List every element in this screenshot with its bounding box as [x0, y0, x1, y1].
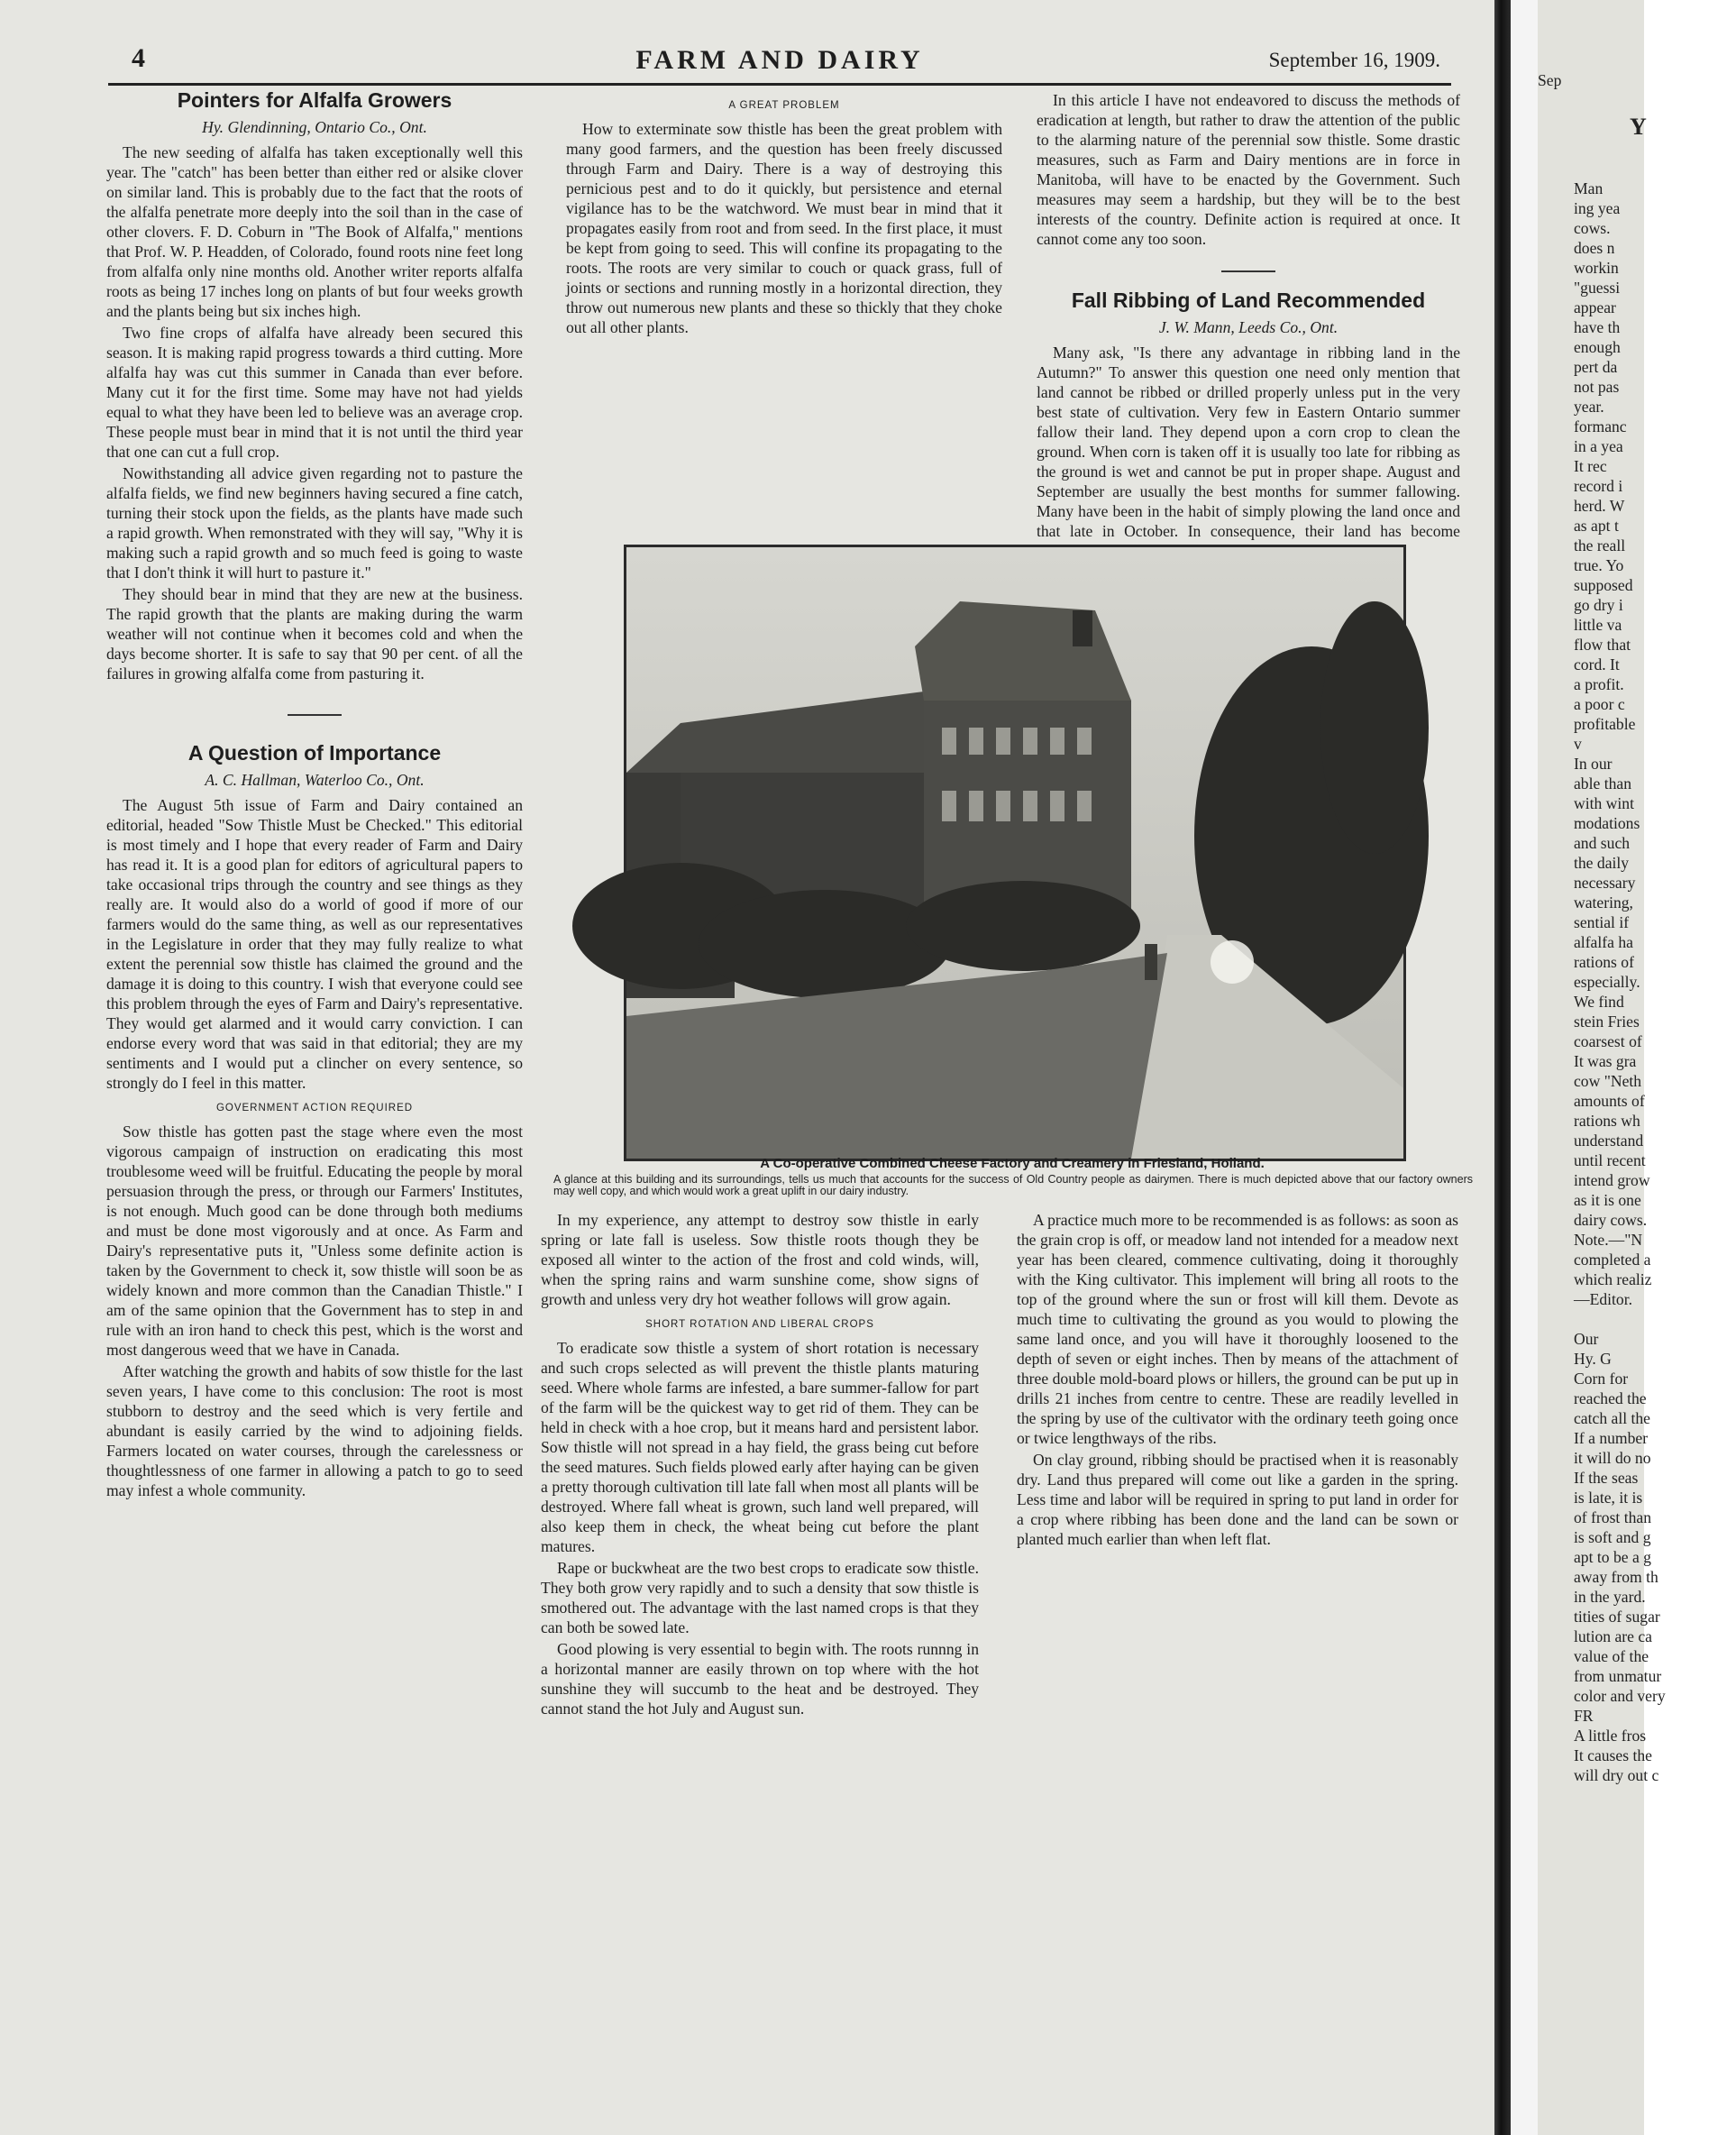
adjacent-page-line: Note.—"N	[1574, 1231, 1643, 1249]
adjacent-page-line: It rec	[1574, 457, 1607, 475]
adjacent-page-line: the daily	[1574, 854, 1630, 872]
page-number: 4	[132, 43, 145, 73]
article-title: Fall Ribbing of Land Recommended	[1071, 289, 1426, 312]
adjacent-page-line: until recent	[1574, 1151, 1646, 1169]
adjacent-page-line: intend grow	[1574, 1171, 1650, 1189]
section-divider	[288, 714, 342, 716]
adjacent-page-line: cord. It	[1574, 655, 1620, 673]
adjacent-page-line	[1574, 1309, 1680, 1329]
article-title: Pointers for Alfalfa Growers	[177, 88, 452, 112]
adjacent-page-line: ing yea	[1574, 199, 1621, 217]
adjacent-page-line: necessary	[1574, 874, 1636, 892]
adjacent-page-header: Sep	[1538, 71, 1562, 89]
adjacent-page-line: does n	[1574, 239, 1615, 257]
photograph-cheese-factory	[624, 545, 1406, 1161]
column-2-top	[566, 90, 1002, 339]
adjacent-page-line: not pas	[1574, 378, 1620, 396]
adjacent-page-line: Hy. G	[1574, 1350, 1612, 1368]
adjacent-page-line: FR	[1574, 1707, 1594, 1725]
adjacent-page-line: formanc	[1574, 417, 1627, 435]
subheading: GOVERNMENT ACTION REQUIRED	[215, 1103, 414, 1113]
photo-caption-text: A glance at this building and its surroundings, tells us much that accounts for the success of Old Country people as dairymen. There is much depicted above that our factory owners may well copy, and which would work a great uplift in our dairy industry.	[553, 1173, 1473, 1197]
adjacent-page-line: value of the	[1574, 1647, 1649, 1665]
adjacent-page-line: It was gra	[1574, 1052, 1637, 1070]
adjacent-page-line: will dry out c	[1574, 1766, 1659, 1784]
paragraph: The new seeding of alfalfa has taken exceptionally well this year. The "catch" has been better than either red or alsike clover on similar land. This is probably due to the fact that the roots of the alfalfa penetrate more deeply into the soil than in the case of other clovers. F. D. Coburn in "The Book of Alfalfa," mentions that Prof. W. P. Headden, of Colorado, found roots nine feet long from alfalfa only nine months old. Another writer reports alfalfa roots as being 17 inches long on plants of but four weeks growth and the plants being but six inches high.	[106, 143, 523, 320]
adjacent-page-line: cows.	[1574, 219, 1611, 237]
adjacent-page-line: and such	[1574, 834, 1631, 852]
issue-date: September 16, 1909.	[1268, 49, 1440, 71]
adjacent-page-line: true. Yo	[1574, 556, 1624, 574]
adjacent-page-line: supposed	[1574, 576, 1633, 594]
adjacent-page-line: In our	[1574, 755, 1613, 773]
adjacent-page-line: away from th	[1574, 1568, 1658, 1586]
adjacent-page-line: a profit.	[1574, 675, 1624, 693]
adjacent-page-line: If a number	[1574, 1429, 1649, 1447]
column-3-bottom	[1017, 1210, 1458, 1551]
adjacent-page-line: A little fros	[1574, 1727, 1647, 1745]
adjacent-page-line: amounts of	[1574, 1092, 1645, 1110]
adjacent-page-line: which realiz	[1574, 1270, 1652, 1288]
adjacent-page-line: Man	[1574, 179, 1604, 197]
adjacent-page-line: cow "Neth	[1574, 1072, 1642, 1090]
paragraph: Sow thistle has gotten past the stage where even the most vigorous campaign of instruction on eradicating this most troublesome weed will be fruitful. Educating the people by moral persuasion through the press, or through our Farmers' Institutes, is not enough. Much good can be done through both mediums and must be done most vigorously and at once. As Farm and Dairy's representative puts it, "Unless some definite action is taken by the Government to check it, sow thistle will soon be as widely known and more common than the Canadian Thistle." I am of the same opinion that the Government has to step in and rule with an iron hand to check this pest, which is the worst and most dangerous weed that we have in Canada.	[106, 1122, 523, 1359]
adjacent-page-line: workin	[1574, 259, 1619, 277]
adjacent-page-line: rations of	[1574, 953, 1634, 971]
subheading: SHORT ROTATION AND LIBERAL CROPS	[645, 1319, 874, 1330]
adjacent-page-line: rations wh	[1574, 1112, 1640, 1130]
paragraph: Many ask, "Is there any advantage in ribbing land in the Autumn?" To answer this question one need only mention that land cannot be ribbed or drilled properly unless put in the very best state of cultivation. Very few in Eastern Ontario summer fallow their land. They depend upon a corn crop to clean the ground. When corn is taken off it is usually too late for ribbing as the ground is wet and cannot be put in proper shape. August and September are usually the best months for summer fallowing. Many have been in the habit of simply plowing the land once and that late in October. In consequence, their land has become	[1037, 344, 1460, 540]
paragraph: Two fine crops of alfalfa have already been secured this season. It is making rapid progress towards a third cutting. More alfalfa hay was cut this summer in Canada than ever before. Many cut it for the first time. Some may have not had yields equal to what they have been led to believe was an average crop. These people must bear in mind that it is not until the third year that one can cut a full crop.	[106, 324, 523, 461]
article-byline: J. W. Mann, Leeds Co., Ont.	[1158, 318, 1339, 336]
adjacent-page-line: year.	[1574, 398, 1604, 416]
adjacent-page-line: enough	[1574, 338, 1621, 356]
adjacent-page-line: appear	[1574, 298, 1616, 316]
masthead	[108, 43, 1451, 86]
adjacent-page-line: sential if	[1574, 913, 1630, 931]
paragraph: The August 5th issue of Farm and Dairy contained an editorial, headed "Sow Thistle Must be Checked." This editorial is most timely and I hope that every reader of Farm and Dairy has read it. It is a good plan for editors of agricultural papers to take occasional trips through the country and see things as they really are. It would also do a world of good if more of our farmers would do the same thing, as well as our representatives in the Legislature in order that they may fully realize to what extent the perennial sow thistle has claimed the ground and the damage it is doing to this country. I wish that everyone could see this problem through the eyes of Farm and Dairy's representative. They would get alarmed and it would carry conviction. I can endorse every word that was said in that editorial; they are my sentiments and I would put a clincher on every sentence, so strongly do I feel in this matter.	[106, 796, 523, 1092]
adjacent-page-line: completed a	[1574, 1251, 1651, 1269]
adjacent-page-line: the reall	[1574, 536, 1626, 554]
photo-caption-title: A Co-operative Combined Cheese Factory and Creamery in Friesland, Holland.	[760, 1156, 1265, 1171]
adjacent-page-line: lution are ca	[1574, 1627, 1652, 1645]
adjacent-page-line: in a yea	[1574, 437, 1623, 455]
paragraph: To eradicate sow thistle a system of short rotation is necessary and such crops selected as will prevent the thistle plants maturing seed. Where whole farms are infested, a bare summer-fallow for part of the farm will be the quickest way to get rid of them. They can be held in check with a hoe crop, but it means hard and persistent labor. Sow thistle will not spread in a hay field, the grass being cut before the seed matures. Such fields plowed early after haying can be given a pretty thorough cultivation till late fall when most all plants will be destroyed. Where fall wheat is grown, such land well prepared, will also keep them in check, the wheat being cut before the plant matures.	[541, 1339, 979, 1555]
adjacent-page-line: watering,	[1574, 893, 1633, 912]
adjacent-page-line: dairy cows.	[1574, 1211, 1648, 1229]
adjacent-page-line: is late, it is	[1574, 1489, 1643, 1507]
paragraph: In this article I have not endeavored to discuss the methods of eradication at length, but rather to draw the attention of the public to the alarming nature of the perennial sow thistle. Some drastic measures, such as Farm and Dairy mentions are in force in Manitoba, will have to be enacted by the Government. Such measures may seem a hardship, but they will be to the best interests of the country. Definite action is required at once. It cannot come any too soon.	[1037, 91, 1460, 248]
adjacent-page-line: tities of sugar	[1574, 1608, 1660, 1626]
adjacent-page-line: go dry i	[1574, 596, 1623, 614]
adjacent-page-line: able than	[1574, 774, 1631, 793]
adjacent-page-line: especially.	[1574, 973, 1640, 991]
adjacent-page-line: stein Fries	[1574, 1013, 1640, 1031]
adjacent-page-line: profitable	[1574, 715, 1636, 733]
adjacent-page-line: It causes the	[1574, 1746, 1652, 1764]
adjacent-page-line: We find	[1574, 993, 1624, 1011]
adjacent-page-line: "guessi	[1574, 279, 1621, 297]
adjacent-page-line: understand	[1574, 1132, 1644, 1150]
paragraph: How to exterminate sow thistle has been the great problem with many good farmers, and the question has been freely discussed through Farm and Dairy. There is a way of destroying this pernicious pest and to do it quickly, but persistence and eternal vigilance has to be the watchword. We must bear in mind that it propagates easily from root and from seed. In the first place, it must be kept from going to seed. This will confine its propagating to the roots. The roots are very similar to couch or quack grass, full of joints or sections and running mostly in a horizontal direction, they throw out numerous new plants and these so thickly that they choke out all other plants.	[566, 120, 1002, 336]
column-1	[106, 90, 523, 1502]
adjacent-page-line: pert da	[1574, 358, 1618, 376]
adjacent-page-line: in the yard.	[1574, 1588, 1646, 1606]
paragraph: Good plowing is very essential to begin with. The roots runnng in a horizontal manner are easily thrown on top where with the hot sunshine they will succumb to the heat and be destroyed. They cannot stand the hot July and August sun.	[541, 1640, 979, 1718]
adjacent-page-line: record i	[1574, 477, 1623, 495]
section-divider	[1221, 270, 1275, 272]
article-title: A Question of Importance	[187, 741, 442, 765]
adjacent-page-line: as apt t	[1574, 517, 1619, 535]
adjacent-page-line: have th	[1574, 318, 1621, 336]
column-3-top	[1037, 90, 1460, 563]
subheading: A GREAT PROBLEM	[728, 100, 840, 111]
adjacent-page-line: coarsest of	[1574, 1032, 1642, 1050]
book-spine-shadow	[1494, 0, 1511, 2135]
adjacent-page-line: —Editor.	[1574, 1290, 1632, 1308]
adjacent-page-line: color and very	[1574, 1687, 1666, 1705]
paragraph: On clay ground, ribbing should be practised when it is reasonably dry. Land thus prepared will come out like a garden in the spring. Less time and labor will be required in spring to put land in order for a crop where ribbing has been done and the land can be sown or planted much earlier than when left flat.	[1017, 1451, 1458, 1548]
adjacent-page-line: catch all the	[1574, 1409, 1650, 1427]
adjacent-page-line: flow that	[1574, 636, 1631, 654]
adjacent-page-line: Corn for	[1574, 1370, 1629, 1388]
adjacent-page-line: Our	[1574, 1330, 1599, 1348]
adjacent-page-title: Y	[1630, 114, 1647, 140]
adjacent-page-line: is soft and g	[1574, 1528, 1651, 1546]
adjacent-page-line: If the seas	[1574, 1469, 1639, 1487]
paragraph: They should bear in mind that they are new at the business. The rapid growth that the plants are making during the warm weather will not continue when it becomes cold and when the days become shorter. It is safe to say that 90 per cent. of all the failures in growing alfalfa come from pasturing it.	[106, 585, 523, 683]
column-2-bottom	[541, 1210, 979, 1720]
paragraph: Rape or buckwheat are the two best crops to eradicate sow thistle. They both grow very rapidly and to such a density that sow thistle is smothered out. The advantage with the last named crops is that they can both be sowed late.	[541, 1559, 979, 1636]
paragraph: A practice much more to be recommended is as follows: as soon as the grain crop is off, or meadow land not intended for a meadow next year has been cleared, commence cultivating, doing it thoroughly with the King cultivator. This implement will bring all roots to the top of the ground where the sun or frost will kill them. Devote as much time to cultivating the ground as you would to plowing the same land once, and you will have it thoroughly loosened to the depth of seven or eight inches. Then by means of the attachment of three double mold-board plows or hillers, the ground can be put up in drills 21 inches from centre to centre. These are readily levelled in the spring by use of the cultivator with the ordinary teeth going once or twice lengthways of the ribs.	[1017, 1211, 1458, 1447]
adjacent-page-line: modations	[1574, 814, 1640, 832]
paper-name: FARM AND DAIRY	[635, 45, 924, 75]
adjacent-page-line: with wint	[1574, 794, 1634, 812]
article-byline: Hy. Glendinning, Ontario Co., Ont.	[202, 118, 427, 136]
paragraph: Nowithstanding all advice given regarding not to pasture the alfalfa fields, we find new beginners having secured a fine catch, turning their stock upon the fields, as the plants have made such a rapid growth. When remonstrated with they will say, "Why it is making such a rapid growth and so much feed is going to waste that I don't think it will hurt to pasture it."	[106, 464, 523, 582]
factory-photo-image	[626, 547, 1403, 1159]
adjacent-page-line: apt to be a g	[1574, 1548, 1651, 1566]
article-byline: A. C. Hallman, Waterloo Co., Ont.	[205, 771, 425, 789]
adjacent-page-line: herd. W	[1574, 497, 1625, 515]
paragraph: In my experience, any attempt to destroy sow thistle in early spring or late fall is useless. Sow thistle roots though they be exposed all winter to the action of the frost and cold winds, will, when the spring rains and warm sunshine come, show signs of growth and unless very dry hot weather follows will grow again.	[541, 1211, 979, 1308]
adjacent-page-line: v	[1574, 735, 1582, 753]
paragraph: After watching the growth and habits of sow thistle for the last seven years, I have come to this conclusion: The root is most stubborn to destroy and the seed which is very fertile and abundant is easily carried by the wind to adjoining fields. Farmers located on water courses, through the carelessness or thoughtlessness of one farmer in allowing a patch to go to seed may infest a whole community.	[106, 1362, 523, 1499]
adjacent-page-text	[1574, 179, 1680, 1785]
page-gutter	[1511, 0, 1538, 2135]
adjacent-page-line: a poor c	[1574, 695, 1625, 713]
adjacent-page-line: as it is one	[1574, 1191, 1641, 1209]
adjacent-page-line: alfalfa ha	[1574, 933, 1633, 951]
adjacent-page-line: little va	[1574, 616, 1622, 634]
adjacent-page-line: of frost than	[1574, 1508, 1651, 1526]
adjacent-page-line: it will do no	[1574, 1449, 1651, 1467]
adjacent-page-line: reached the	[1574, 1389, 1647, 1407]
adjacent-page-line: from unmatur	[1574, 1667, 1662, 1685]
